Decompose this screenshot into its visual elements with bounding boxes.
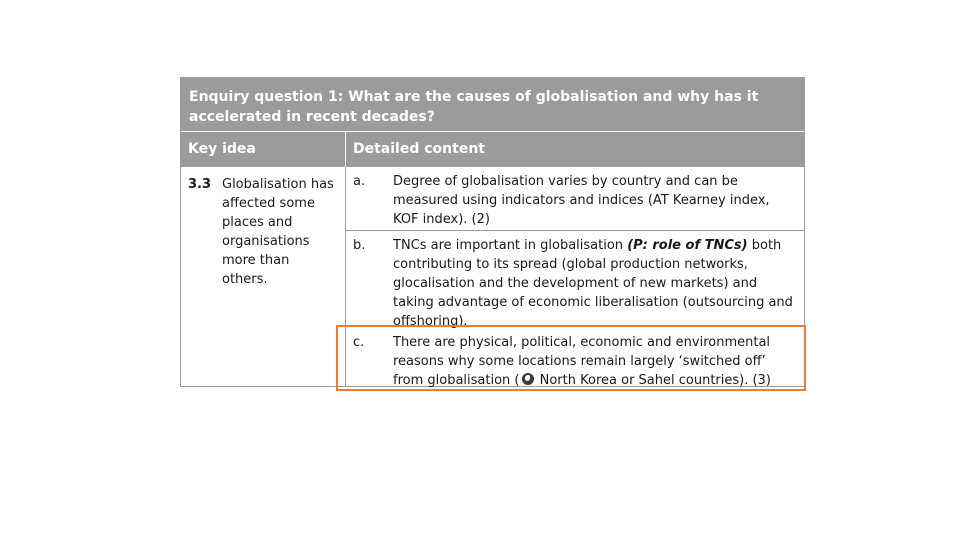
row-text-end: both contributing to its spread (global production networks, glocalisation and the development of new markets) and taking advantage of economic liberalisation (outsourcing and offshoring). bbox=[393, 238, 793, 329]
content-row-a bbox=[346, 167, 804, 230]
row-text-start: There are physical, political, economic and environmental reasons why some locations remain largely ‘switched off’ from globalisation ( bbox=[393, 335, 771, 388]
detailed-content-header: Detailed content bbox=[346, 132, 804, 167]
column-headers bbox=[181, 131, 804, 167]
role-of-tncs-tag: (P: role of TNCs) bbox=[627, 238, 748, 253]
key-idea-cell bbox=[181, 167, 346, 386]
row-label: b. bbox=[353, 238, 366, 253]
row-label: a. bbox=[353, 174, 366, 189]
highlight-box bbox=[336, 325, 806, 391]
key-idea-number: 3.3 bbox=[188, 177, 212, 192]
enquiry-question-header: Enquiry question 1: What are the causes of globalisation and why has it accelerated in recent decades? bbox=[181, 78, 804, 131]
row-text: Degree of globalisation varies by country and can be measured using indicators and indices (AT Kearney index, KOF index). (2) bbox=[393, 174, 770, 227]
row-text bbox=[393, 236, 804, 329]
row-text-end: North Korea or Sahel countries). (3) bbox=[535, 373, 771, 388]
row-label: c. bbox=[353, 335, 365, 350]
key-idea-header: Key idea bbox=[181, 132, 346, 167]
content-row-b bbox=[346, 230, 804, 329]
row-text-start: TNCs are important in globalisation bbox=[393, 238, 628, 253]
key-idea-text: Globalisation has affected some places and organisations more than others. bbox=[222, 177, 334, 287]
